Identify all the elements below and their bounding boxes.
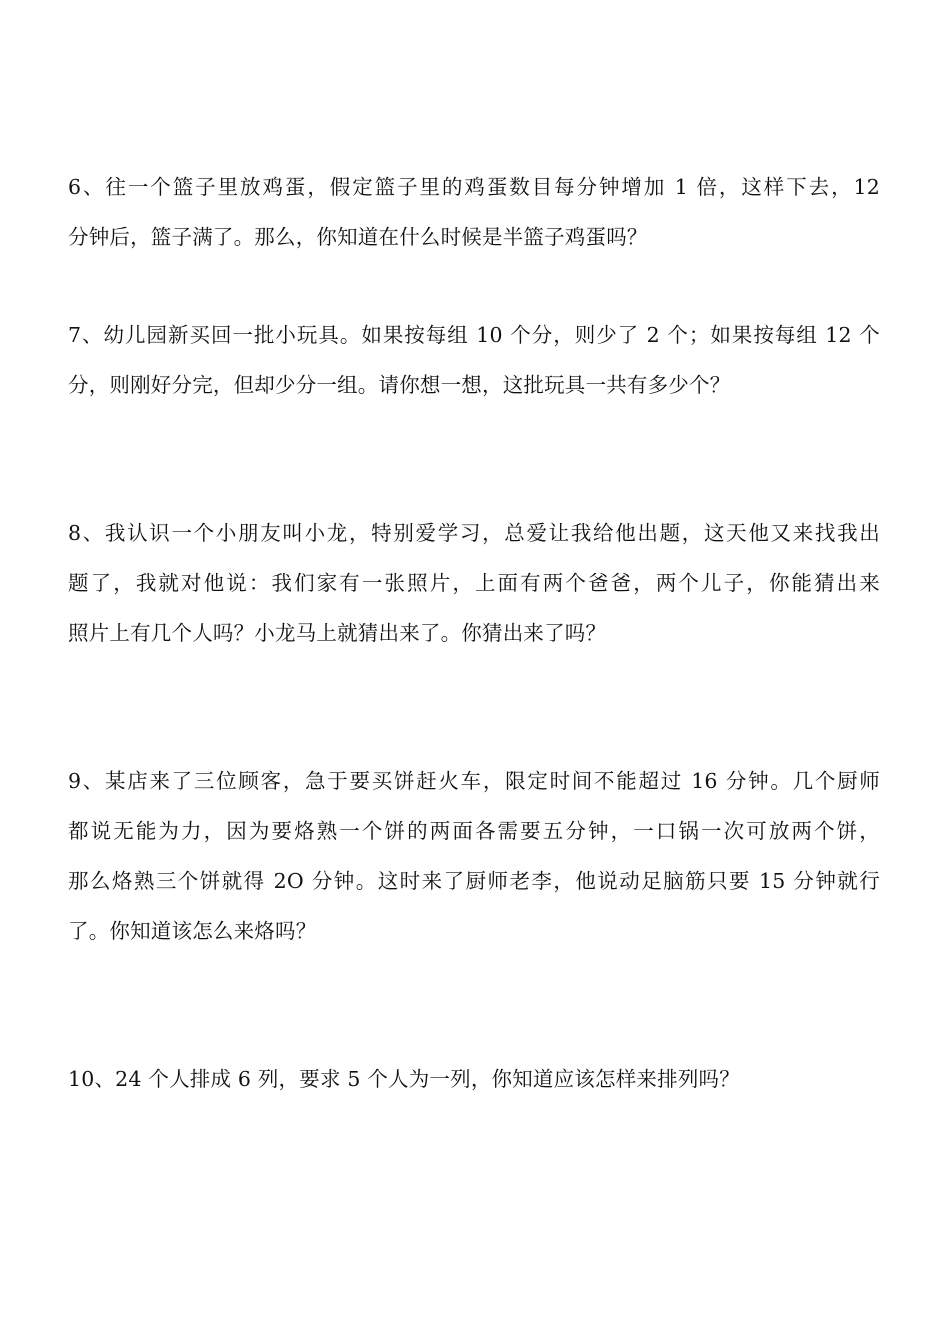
- question-8: [68, 508, 880, 658]
- question-8-line-3: 照片上有几个人吗？小龙马上就猜出来了。你猜出来了吗？: [68, 621, 607, 645]
- question-9-line-2: 都说无能为力，因为要烙熟一个饼的两面各需要五分钟，一口锅一次可放两个饼，: [68, 819, 880, 843]
- question-6: [68, 162, 880, 262]
- question-9: [68, 756, 880, 956]
- question-9-line-3: 那么烙熟三个饼就得 2O 分钟。这时来了厨师老李，他说动足脑筋只要 15 分钟就行: [68, 869, 880, 893]
- question-9-line-4: 了。你知道该怎么来烙吗？: [68, 919, 317, 943]
- question-8-line-2: 题了，我就对他说：我们家有一张照片，上面有两个爸爸，两个儿子，你能猜出来: [68, 571, 880, 595]
- question-7-line-1: 7、幼儿园新买回一批小玩具。如果按每组 10 个分，则少了 2 个；如果按每组 12 个: [68, 323, 880, 347]
- question-6-line-2: 分钟后，篮子满了。那么，你知道在什么时候是半篮子鸡蛋吗？: [68, 225, 648, 249]
- question-6-line-1: 6、往一个篮子里放鸡蛋，假定篮子里的鸡蛋数目每分钟增加 1 倍，这样下去，12: [68, 175, 880, 199]
- question-10-line-1: 10、24 个人排成 6 列，要求 5 个人为一列，你知道应该怎样来排列吗？: [68, 1067, 740, 1091]
- question-9-line-1: 9、某店来了三位顾客，急于要买饼赶火车，限定时间不能超过 16 分钟。几个厨师: [68, 769, 880, 793]
- question-8-line-1: 8、我认识一个小朋友叫小龙，特别爱学习，总爱让我给他出题，这天他又来找我出: [68, 521, 880, 545]
- question-7-line-2: 分，则刚好分完，但却少分一组。请你想一想，这批玩具一共有多少个？: [68, 373, 731, 397]
- question-10: [68, 1054, 880, 1104]
- question-7: [68, 310, 880, 410]
